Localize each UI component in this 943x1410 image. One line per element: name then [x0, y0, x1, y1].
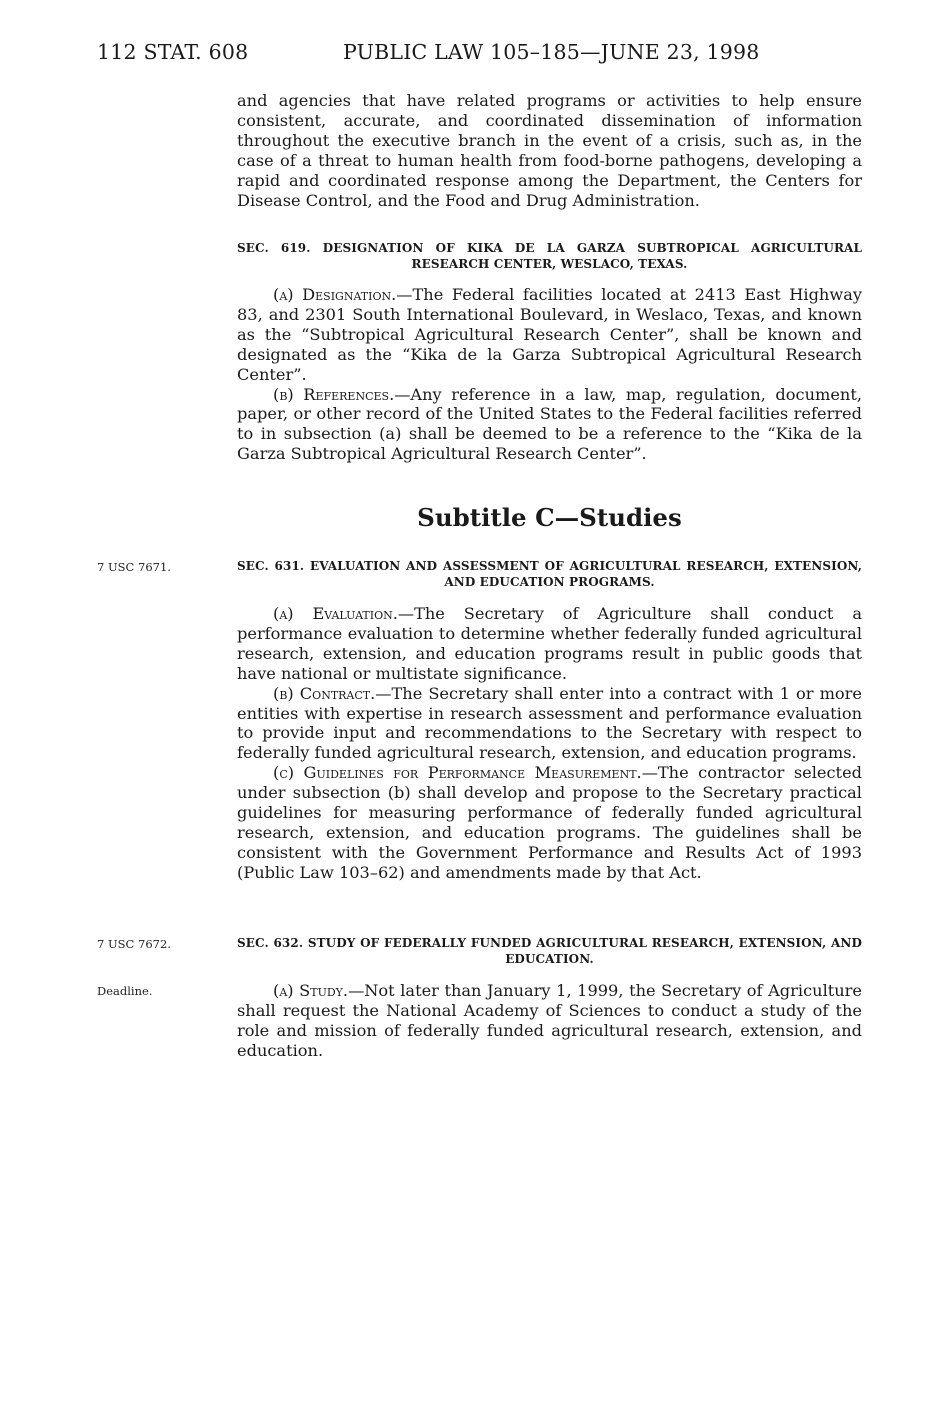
sec-619-a-text: —The Federal facilities located at 2413 East Highway 83, and 2301 South International Boulevard, in Weslaco, Texas, and known as the “Subtropical Agricultural Research Center”, shall be known and designated as the “Kika de la Garza Subtropical Agricultural Research Center”.: [237, 285, 863, 384]
sec-631-b-label: (b) Contract.: [273, 683, 376, 703]
sec-631-c-text: —The contractor selected under subsection (b) shall develop and propose to the Secretary practical guidelines for measuring performance of federally funded agricultural research, extension, and education programs. The guidelines shall be consistent with the Government Performance and Results Act of 1993 (Public Law 103–62) and amendments made by that Act.: [237, 763, 863, 882]
page-header: [97, 40, 760, 64]
sec-631-c-label: (c) Guidelines for Performance Measurement.: [273, 763, 642, 783]
sec-631-b: [237, 684, 862, 764]
sec-619-heading: SEC. 619. DESIGNATION OF KIKA DE LA GARZA SUBTROPICAL AGRICULTURAL RESEARCH CENTER, WESLACO, TEXAS.: [237, 241, 862, 271]
sec-631-body: [237, 604, 862, 883]
sec-619-b-text: —Any reference in a law, map, regulation, document, paper, or other record of the United States to the Federal facilities referred to in subsection (a) shall be deemed to be a reference to the “Kika de la Garza Subtropical Agricultural Research Center”.: [237, 384, 862, 464]
sec-632-a-label: (a) Study.: [273, 981, 349, 1000]
subtitle-heading: Subtitle C—Studies: [417, 503, 682, 532]
sec-619-a: [237, 285, 862, 385]
page-reference: 112 STAT. 608: [97, 40, 249, 64]
sec-631-b-text: —The Secretary shall enter into a contract with 1 or more entities with expertise in research assessment and performance evaluation to provide input and recommendations to the Secretary with respect to federally funded agricultural research, extension, and education programs.: [237, 683, 862, 763]
sec-631-a: [237, 604, 862, 684]
margin-note-7671: 7 USC 7671.: [97, 560, 171, 574]
sec-619-b-label: (b) References.: [273, 384, 395, 404]
sec-619-body: [237, 285, 862, 464]
margin-note-7672: 7 USC 7672.: [97, 937, 171, 951]
margin-note-deadline: Deadline.: [97, 984, 153, 998]
sec-631-c: [237, 763, 862, 882]
sec-632-body: [237, 981, 862, 1061]
sec-631-heading: SEC. 631. EVALUATION AND ASSESSMENT OF AGRICULTURAL RESEARCH, EXTENSION, AND EDUCATION PROGRAMS.: [237, 559, 862, 589]
sec-631-a-text: —The Secretary of Agriculture shall conduct a performance evaluation to determine whether federally funded agricultural research, extension, and education programs result in public goods that have national or multistate significance.: [237, 604, 862, 683]
sec-619-b: [237, 385, 862, 465]
sec-632-a-text: —Not later than January 1, 1999, the Secretary of Agriculture shall request the National Academy of Sciences to conduct a study of the role and mission of federally funded agricultural research, extension, and education.: [237, 981, 862, 1060]
intro-block: [237, 91, 862, 210]
law-title: PUBLIC LAW 105–185—JUNE 23, 1998: [343, 40, 760, 64]
intro-paragraph: and agencies that have related programs or activities to help ensure consistent, accurate, and coordinated dissemination of information throughout the executive branch in the event of a crisis, such as, in the case of a threat to human health from food-borne pathogens, developing a rapid and coordinated response among the Department, the Centers for Disease Control, and the Food and Drug Administration.: [237, 91, 862, 210]
sec-619-a-label: (a) Designation.: [273, 285, 397, 304]
sec-631-a-label: (a) Evaluation.: [273, 604, 398, 623]
sec-632-a: [237, 981, 862, 1061]
sec-632-heading: SEC. 632. STUDY OF FEDERALLY FUNDED AGRICULTURAL RESEARCH, EXTENSION, AND EDUCATION.: [237, 936, 862, 966]
